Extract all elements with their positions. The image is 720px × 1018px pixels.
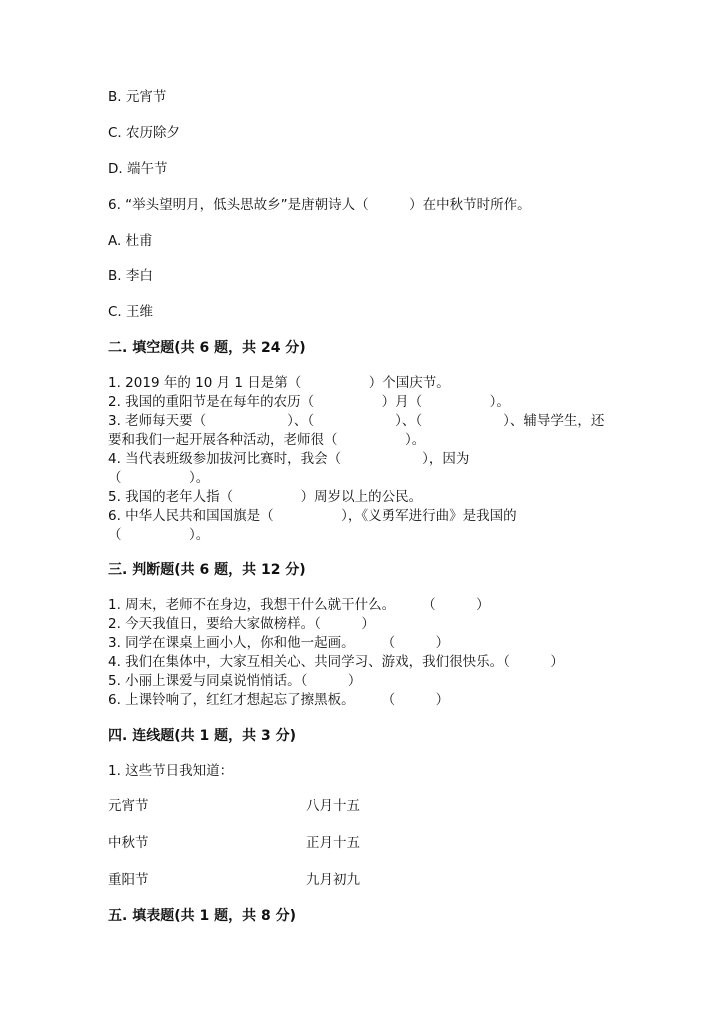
option-d-dragon-boat: D. 端午节: [108, 161, 168, 177]
q6-option-b: B. 李白: [108, 268, 153, 284]
q6-option-c: C. 王维: [108, 304, 154, 320]
judge-line: 3. 同学在课桌上画小人，你和他一起画。 （ ）: [108, 635, 450, 651]
section4-title: 四. 连线题(共 1 题，共 3 分): [108, 728, 296, 744]
fill-line: 2. 我国的重阳节是在每年的农历（ ）月（ ）。: [108, 394, 510, 410]
judge-line: 6. 上课铃响了，红红才想起忘了擦黑板。 （ ）: [108, 692, 450, 708]
match-right-item: 正月十五: [306, 835, 360, 851]
fill-line: 5. 我国的老年人指（ ）周岁以上的公民。: [108, 489, 423, 505]
section2-title: 二. 填空题(共 6 题，共 24 分): [108, 340, 306, 356]
judge-line: 5. 小丽上课爱与同桌说悄悄话。（ ）: [108, 673, 362, 689]
matching-question: 1. 这些节日我知道：: [108, 763, 234, 779]
fill-line: 1. 2019 年的 10 月 1 日是第（ ）个国庆节。: [108, 375, 450, 391]
judge-line: 1. 周末，老师不在身边，我想干什么就干什么。 （ ）: [108, 597, 490, 613]
fill-line: （ ）。: [108, 470, 210, 486]
fill-line: （ ）。: [108, 527, 210, 543]
fill-line: 6. 中华人民共和国国旗是（ ），《义勇军进行曲》是我国的: [108, 508, 517, 524]
q6-stem: 6. “举头望明月，低头思故乡”是唐朝诗人（ ）在中秋节时所作。: [108, 197, 531, 213]
section3-title: 三. 判断题(共 6 题，共 12 分): [108, 562, 306, 578]
match-left-item: 元宵节: [108, 798, 149, 814]
judge-line: 4. 我们在集体中，大家互相关心、共同学习、游戏，我们很快乐。（ ）: [108, 654, 564, 670]
option-c-new-year-eve: C. 农历除夕: [108, 125, 181, 141]
section5-title: 五. 填表题(共 1 题，共 8 分): [108, 908, 296, 924]
option-b-lantern: B. 元宵节: [108, 89, 167, 105]
match-left-item: 重阳节: [108, 872, 149, 888]
match-right-item: 八月十五: [306, 798, 360, 814]
fill-line: 要和我们一起开展各种活动，老师很（ ）。: [108, 432, 426, 448]
match-right-item: 九月初九: [306, 872, 360, 888]
fill-line: 4. 当代表班级参加拔河比赛时，我会（ ），因为: [108, 451, 470, 467]
fill-line: 3. 老师每天要（ ）、（ ）、（ ）、辅导学生，还: [108, 413, 605, 429]
judge-line: 2. 今天我值日，要给大家做榜样。（ ）: [108, 616, 375, 632]
q6-option-a: A. 杜甫: [108, 233, 153, 249]
match-left-item: 中秋节: [108, 835, 149, 851]
